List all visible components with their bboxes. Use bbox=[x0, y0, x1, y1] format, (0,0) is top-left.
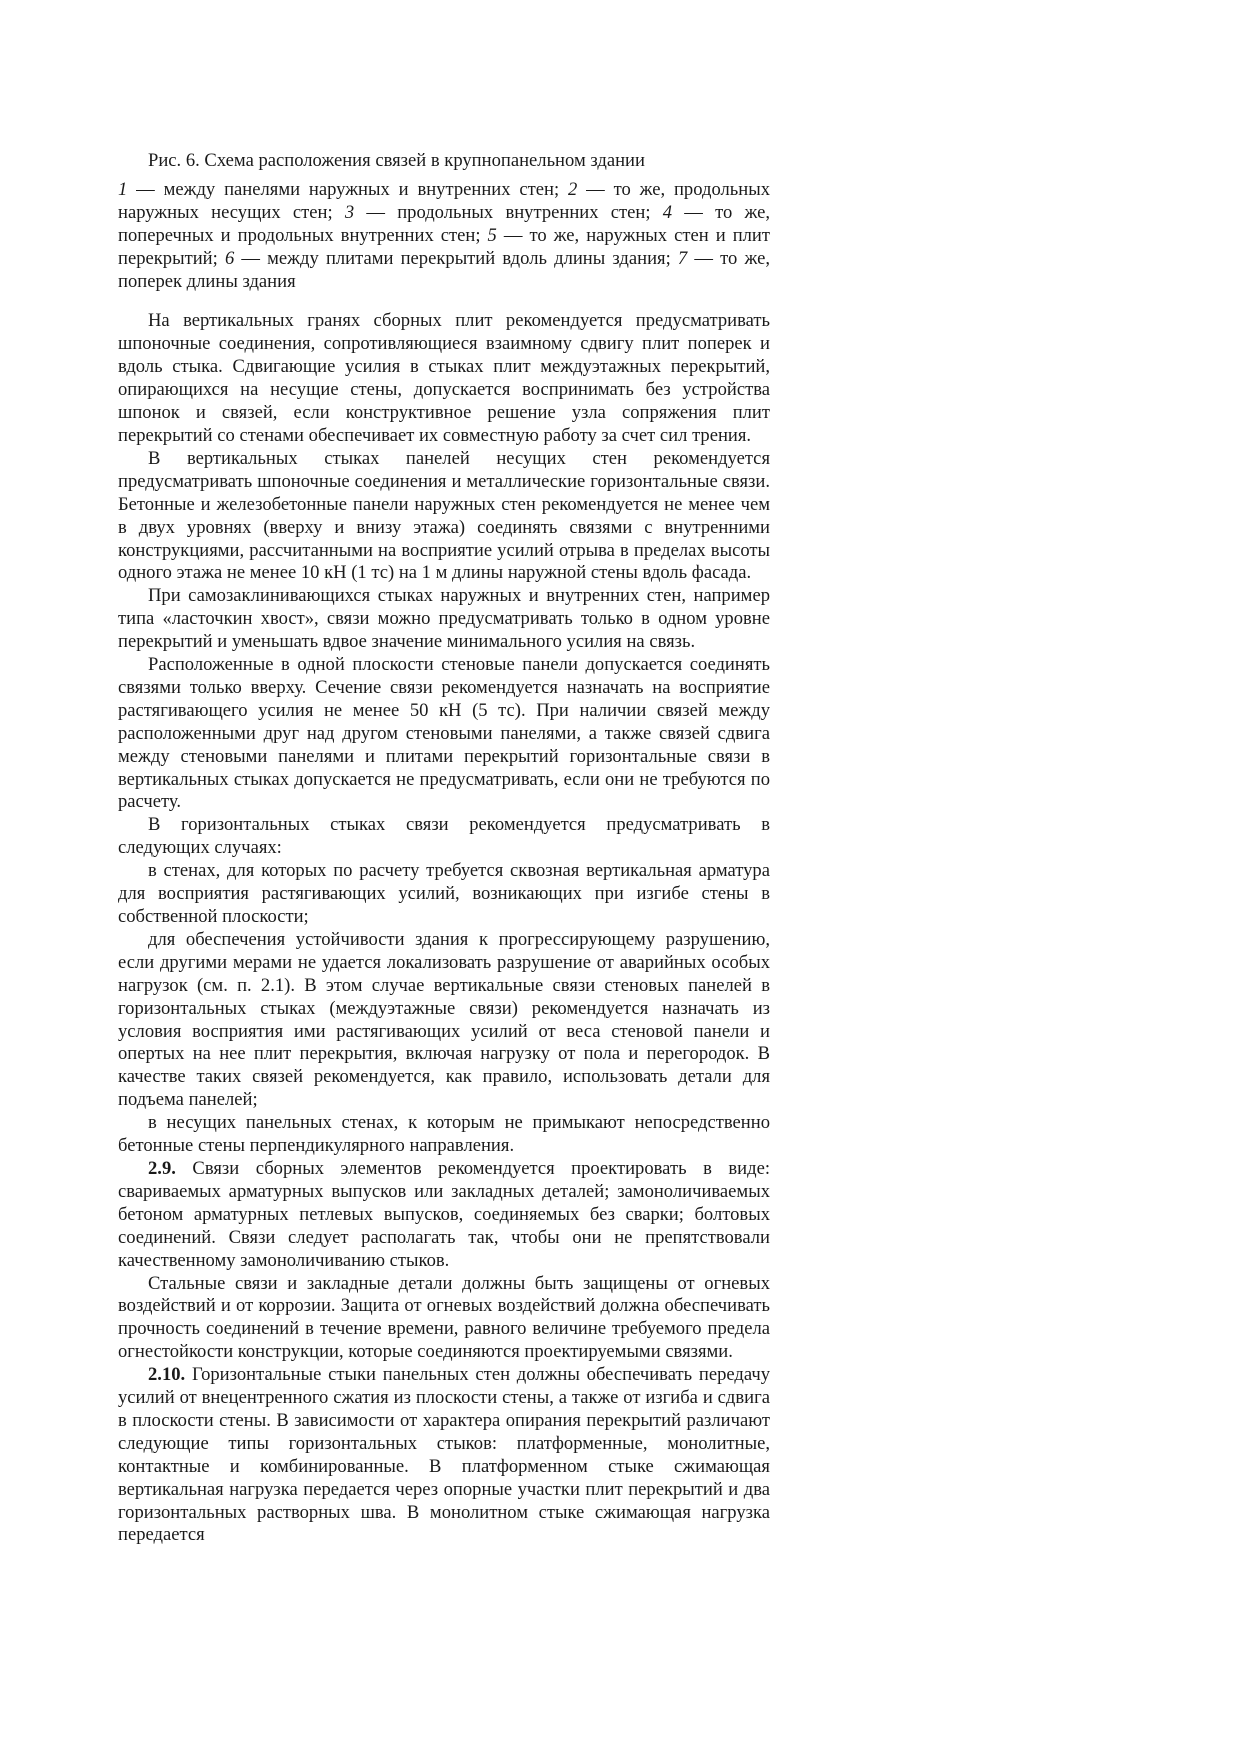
paragraph bbox=[118, 1273, 770, 1365]
paragraph-text: На вертикальных гранях сборных плит рекомендуется предусматривать шпоночные соединения, сопротивляющиеся взаимному сдвигу плит поперек и вдоль стыка. Сдвигающие усилия в стыках плит междуэтажных перекрытий, опирающихся на несущие стены, допускается воспринимать без устройства шпонок и связей, если конструктивное решение узла сопряжения плит перекрытий со стенами обеспечивает их совместную работу за счет сил трения. bbox=[118, 310, 770, 446]
paragraph bbox=[118, 310, 770, 447]
clause-number: 2.10. bbox=[148, 1364, 186, 1386]
list-paragraph bbox=[118, 1112, 770, 1158]
legend-text: — то же, поперечных и продольных внутренних стен; bbox=[118, 201, 770, 246]
clause-paragraph bbox=[118, 1364, 770, 1547]
paragraph-text: Связи сборных элементов рекомендуется проектировать в виде: свариваемых арматурных выпусков или закладных деталей; замоноличиваемых бетоном арматурных петлевых выпусков, соединяемых без сварки; болтовых соединений. Связи следует располагать так, чтобы они не препятствовали качественному замоноличиванию стыков. bbox=[118, 1157, 770, 1271]
legend-text: — то же, наружных стен и плит перекрытий; bbox=[118, 224, 771, 269]
figure-legend bbox=[118, 179, 770, 294]
legend-number: 1 bbox=[118, 178, 128, 200]
legend-number: 3 bbox=[344, 201, 355, 223]
document-page bbox=[118, 150, 770, 1547]
legend-number: 4 bbox=[662, 201, 673, 223]
paragraph bbox=[118, 585, 770, 654]
list-paragraph bbox=[118, 860, 770, 929]
clause-number: 2.9. bbox=[148, 1157, 176, 1179]
paragraph bbox=[118, 814, 770, 860]
list-paragraph bbox=[118, 929, 770, 1112]
paragraph-text: В вертикальных стыках панелей несущих стен рекомендуется предусматривать шпоночные соединения и металлические горизонтальные связи. Бетонные и железобетонные панели наружных стен рекомендуется не менее чем в двух уровнях (вверху и внизу этажа) соединять связями с внутренними конструкциями, рассчитанными на восприятие усилий отрыва в пределах высоты одного этажа не менее 10 кН (1 тс) на 1 м длины наружной стены вдоль фасада. bbox=[118, 447, 770, 584]
legend-number: 7 bbox=[677, 247, 688, 269]
legend-number: 5 bbox=[487, 224, 497, 246]
paragraph-text: в несущих панельных стенах, к которым не примыкают непосредственно бетонные стены перпендикулярного направления. bbox=[118, 1112, 770, 1157]
paragraph-text: Горизонтальные стыки панельных стен должны обеспечивать передачу усилий от внецентренного сжатия из плоскости стены, а также от изгиба и сдвига в плоскости стены. В зависимости от характера опирания перекрытий различают следующие типы горизонтальных стыков: платформенные, монолитные, контактные и комбинированные. В платформенном стыке сжимающая вертикальная нагрузка передается через опорные участки плит перекрытий и два горизонтальных растворных шва. В монолитном стыке сжимающая нагрузка передается bbox=[118, 1364, 770, 1546]
legend-text: — между плитами перекрытий вдоль длины здания; bbox=[234, 247, 678, 269]
paragraph-text: При самозаклинивающихся стыках наружных и внутренних стен, например типа «ласточкин хвост», связи можно предусматривать только в одном уровне перекрытий и уменьшать вдвое значение минимального усилия на связь. bbox=[118, 585, 770, 653]
paragraph-text: для обеспечения устойчивости здания к прогрессирующему разрушению, если другими мерами не удается локализовать разрушение от аварийных особых нагрузок (см. п. 2.1). В этом случае вертикальные связи стеновых панелей в горизонтальных стыках (междуэтажные связи) рекомендуется назначать из условия восприятия ими растягивающих усилий от веса стеновой панели и опертых на нее плит перекрытия, включая нагрузку от пола и перегородок. В качестве таких связей рекомендуется, как правило, использовать детали для подъема панелей; bbox=[118, 928, 770, 1111]
paragraph-text: Стальные связи и закладные детали должны быть защищены от огневых воздействий и от коррозии. Защита от огневых воздействий должна обеспечивать прочность соединений в течение времени, равного величине требуемого предела огнестойкости конструкции, которые соединяются проектируемыми связями. bbox=[118, 1272, 770, 1363]
legend-text: — то же, поперек длины здания bbox=[118, 247, 770, 292]
paragraph bbox=[118, 448, 770, 585]
legend-text: — продольных внутренних стен; bbox=[354, 201, 663, 223]
legend-number: 6 bbox=[224, 247, 235, 269]
paragraph bbox=[118, 654, 770, 814]
paragraph-text: В горизонтальных стыках связи рекомендуется предусматривать в следующих случаях: bbox=[118, 814, 770, 859]
legend-text: — между панелями наружных и внутренних стен; bbox=[127, 178, 568, 200]
paragraph-text: Расположенные в одной плоскости стеновые панели допускается соединять связями только вверху. Сечение связи рекомендуется назначать на восприятие растягивающего усилия не менее 50 кН (5 тс). При наличии связей между расположенными друг над другом стеновыми панелями, а также связей сдвига между стеновыми панелями и плитами перекрытий горизонтальные связи в вертикальных стыках допускается не предусматривать, если они не требуются по расчету. bbox=[118, 654, 770, 813]
legend-text: — то же, продольных наружных несущих стен; bbox=[118, 178, 770, 223]
clause-paragraph bbox=[118, 1158, 770, 1273]
legend-number: 2 bbox=[567, 178, 578, 200]
figure-caption: Рис. 6. Схема расположения связей в крупнопанельном здании bbox=[148, 150, 645, 171]
paragraph-text: в стенах, для которых по расчету требуется сквозная вертикальная арматура для восприятия растягивающих усилий, возникающих при изгибе стены в собственной плоскости; bbox=[118, 860, 770, 927]
